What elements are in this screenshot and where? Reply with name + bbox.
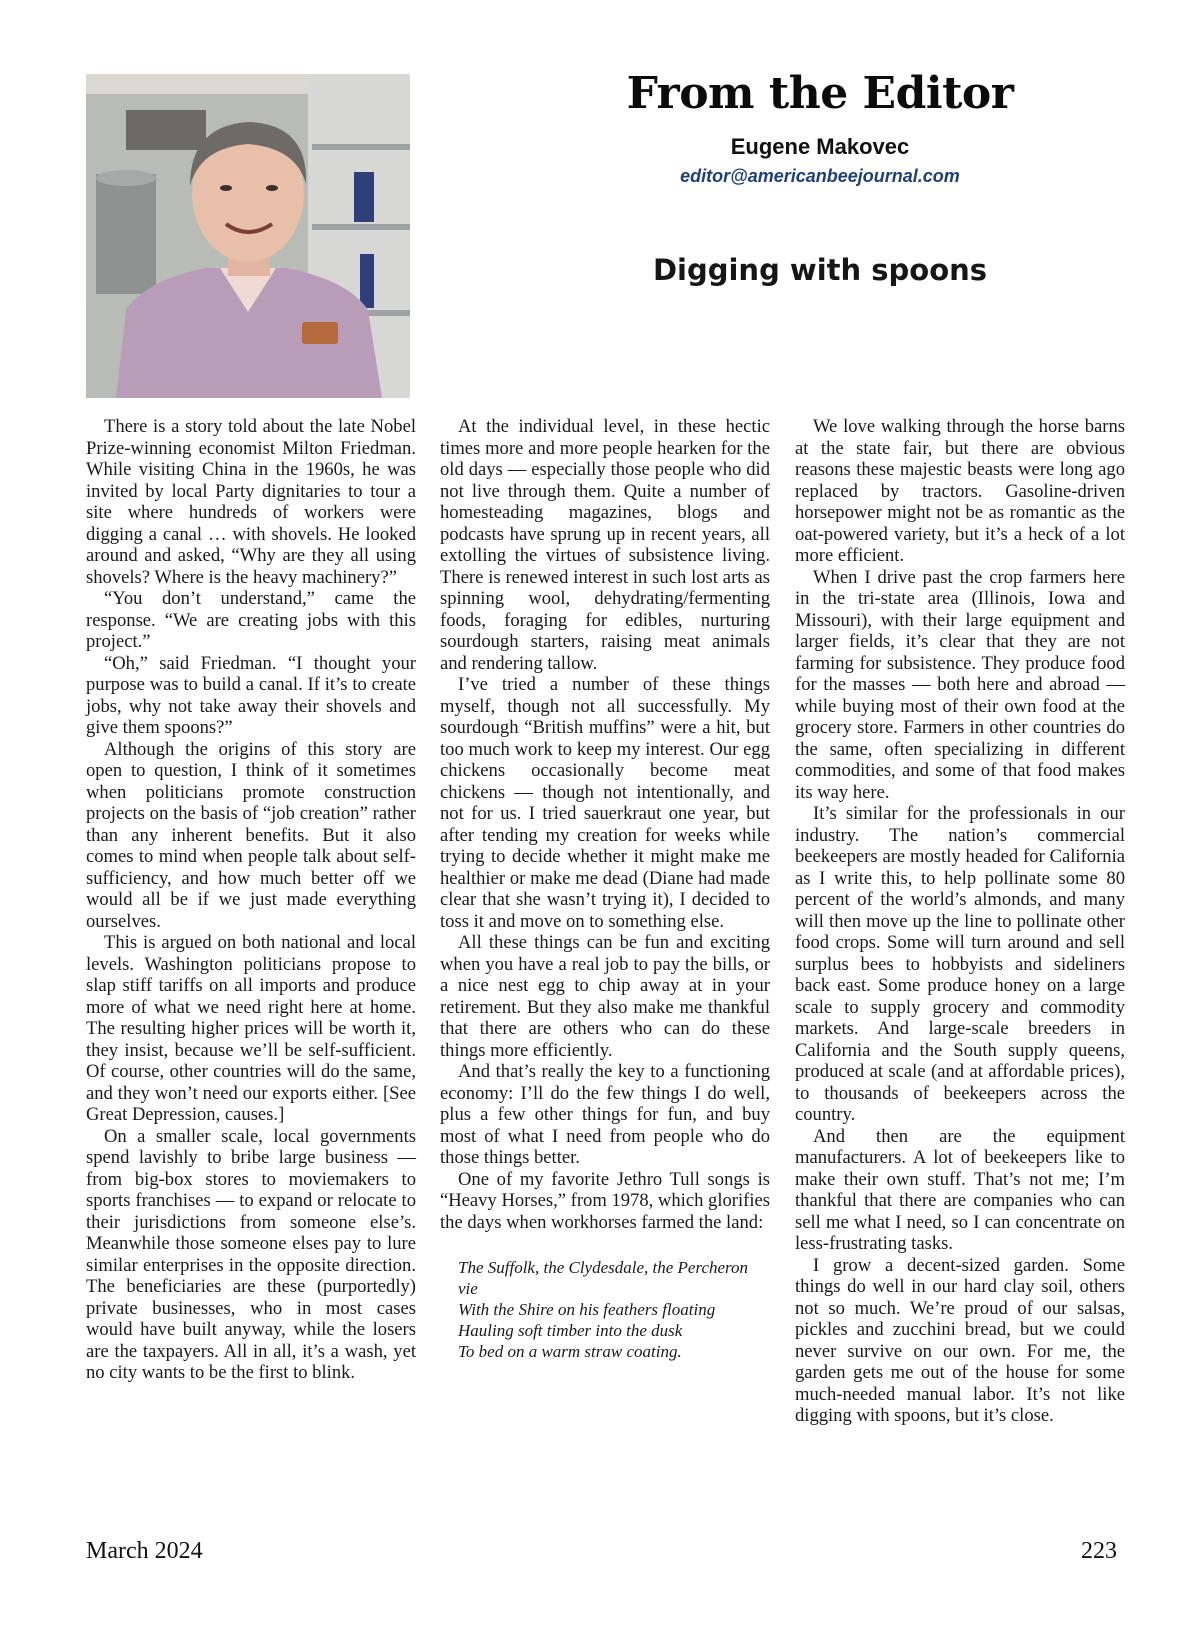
paragraph: And then are the equipment manufacturers. A lot of beekeepers like to make their own stuff. That’s not me; I’m thankful that there are companies who can sell me what I need, so I can concentrate on less-frustrating tasks. xyxy=(795,1125,1125,1254)
paragraph: It’s similar for the professionals in our industry. The nation’s commercial beekeepers are mostly headed for California as I write this, to help pollinate some 80 percent of the world’s almonds, and many will then move up the line to pollinate other food crops. Some will turn around and sell surplus bees to hobbyists and sideliners back east. Some produce honey on a large scale to supply grocery and commodity markets. And large-scale breeders in California and the South supply queens, produced at scale (and at affordable prices), to thousands of beekeepers across the country. xyxy=(795,803,1125,1125)
article-column-2 xyxy=(440,416,770,1362)
issue-date: March 2024 xyxy=(86,1538,203,1564)
lyric-line: With the Shire on his feathers floating xyxy=(458,1300,716,1319)
lyric-line: The Suffolk, the Clydesdale, the Percheron vie xyxy=(458,1258,749,1298)
paragraph: All these things can be fun and exciting when you have a real job to pay the bills, or a nice nest egg to chip away at in your retirement. But they also make me thankful that there are others who can do these things more efficiently. xyxy=(440,932,770,1061)
paragraph: “Oh,” said Friedman. “I thought your purpose was to build a canal. If it’s to create jobs, why not take away their shovels and give them spoons?” xyxy=(86,652,416,738)
article-column-3 xyxy=(795,416,1125,1427)
article-column-1 xyxy=(86,416,416,1384)
paragraph: I grow a decent-sized garden. Some things do well in our hard clay soil, others not so much. We’re proud of our salsas, pickles and zucchini bread, but we could never survive on our own. For me, the garden gets me out of the house for some much-needed manual labor. It’s not like digging with spoons, but it’s close. xyxy=(795,1254,1125,1426)
page-title: From the Editor xyxy=(626,68,1014,119)
song-lyrics-quote xyxy=(458,1257,770,1362)
paragraph: We love walking through the horse barns at the state fair, but there are obvious reasons these majestic beasts were long ago replaced by tractors. Gasoline-driven horsepower might not be as romantic as the oat-powered variety, but it’s a heck of a lot more efficient. xyxy=(795,416,1125,566)
paragraph: Although the origins of this story are open to question, I think of it sometimes when politicians promote construction projects on the basis of “job creation” rather than any inherent benefits. But it also comes to mind when people talk about self-sufficiency, and how much better off we would all be if we just made everything ourselves. xyxy=(86,738,416,932)
paragraph: And that’s really the key to a functioning economy: I’ll do the few things I do well, plus a few other things for fun, and buy most of what I need from people who do those things better. xyxy=(440,1061,770,1168)
paragraph: “You don’t understand,” came the response. “We are creating jobs with this project.” xyxy=(86,588,416,652)
editor-email-link[interactable]: editor@americanbeejournal.com xyxy=(680,166,960,186)
paragraph: When I drive past the crop farmers here in the tri-state area (Illinois, Iowa and Missouri), with their large equipment and larger fields, it’s clear that they are not farming for subsistence. They produce food for the masses — both here and abroad — while buying most of their own food at the grocery store. Farmers in other countries do the same, often specializing in different commodities, and some of that food makes its way here. xyxy=(795,566,1125,803)
page-number: 223 xyxy=(1081,1538,1117,1564)
editor-photo xyxy=(86,74,410,398)
lyric-line: To bed on a warm straw coating. xyxy=(458,1342,682,1361)
author-name: Eugene Makovec xyxy=(730,134,910,159)
paragraph: There is a story told about the late Nobel Prize-winning economist Milton Friedman. While visiting China in the 1960s, he was invited by local Party dignitaries to tour a site where hundreds of workers were digging a canal … with shovels. He looked around and asked, “Why are they all using shovels? Where is the heavy machinery?” xyxy=(86,416,416,588)
article-header xyxy=(500,66,1140,287)
paragraph: On a smaller scale, local governments spend lavishly to bribe large business — from big-box stores to moviemakers to sports franchises — to expand or relocate to their jurisdictions from someone else’s. Meanwhile those someone elses pay to lure similar enterprises in the opposite direction. The beneficiaries are these (purportedly) private businesses, who in most cases would have built anyway, while the losers are the taxpayers. All in all, it’s a wash, yet no city wants to be the first to blink. xyxy=(86,1125,416,1383)
paragraph: I’ve tried a number of these things myself, though not all successfully. My sourdough “British muffins” were a hit, but too much work to keep my interest. Our egg chickens occasionally become meat chickens — though not intentionally, and not for us. I tried sauerkraut one year, but after tending my creation for weeks while trying to decide whether it might make me healthier or make me dead (Diane had made clear that she wasn’t trying it), I decided to toss it and move on to something else. xyxy=(440,674,770,932)
editor-portrait-illustration xyxy=(86,74,410,398)
paragraph: At the individual level, in these hectic times more and more people hearken for the old days — especially those people who did not live through them. Quite a number of homesteading magazines, blogs and podcasts have sprung up in recent years, all extolling the virtues of subsistence living. There is renewed interest in such lost arts as spinning wool, dehydrating/fermenting foods, foraging for edibles, nurturing sourdough starters, raising meat animals and rendering tallow. xyxy=(440,416,770,674)
article-subtitle: Digging with spoons xyxy=(652,253,988,287)
lyric-line: Hauling soft timber into the dusk xyxy=(458,1321,683,1340)
paragraph: One of my favorite Jethro Tull songs is “Heavy Horses,” from 1978, which glorifies the days when workhorses farmed the land: xyxy=(440,1168,770,1233)
paragraph: This is argued on both national and local levels. Washington politicians propose to slap stiff tariffs on all imports and produce more of what we need right here at home. The resulting higher prices will be worth it, they insist, because we’ll be self-sufficient. Of course, other countries will do the same, and they won’t need our exports either. [See Great Depression, causes.] xyxy=(86,932,416,1125)
